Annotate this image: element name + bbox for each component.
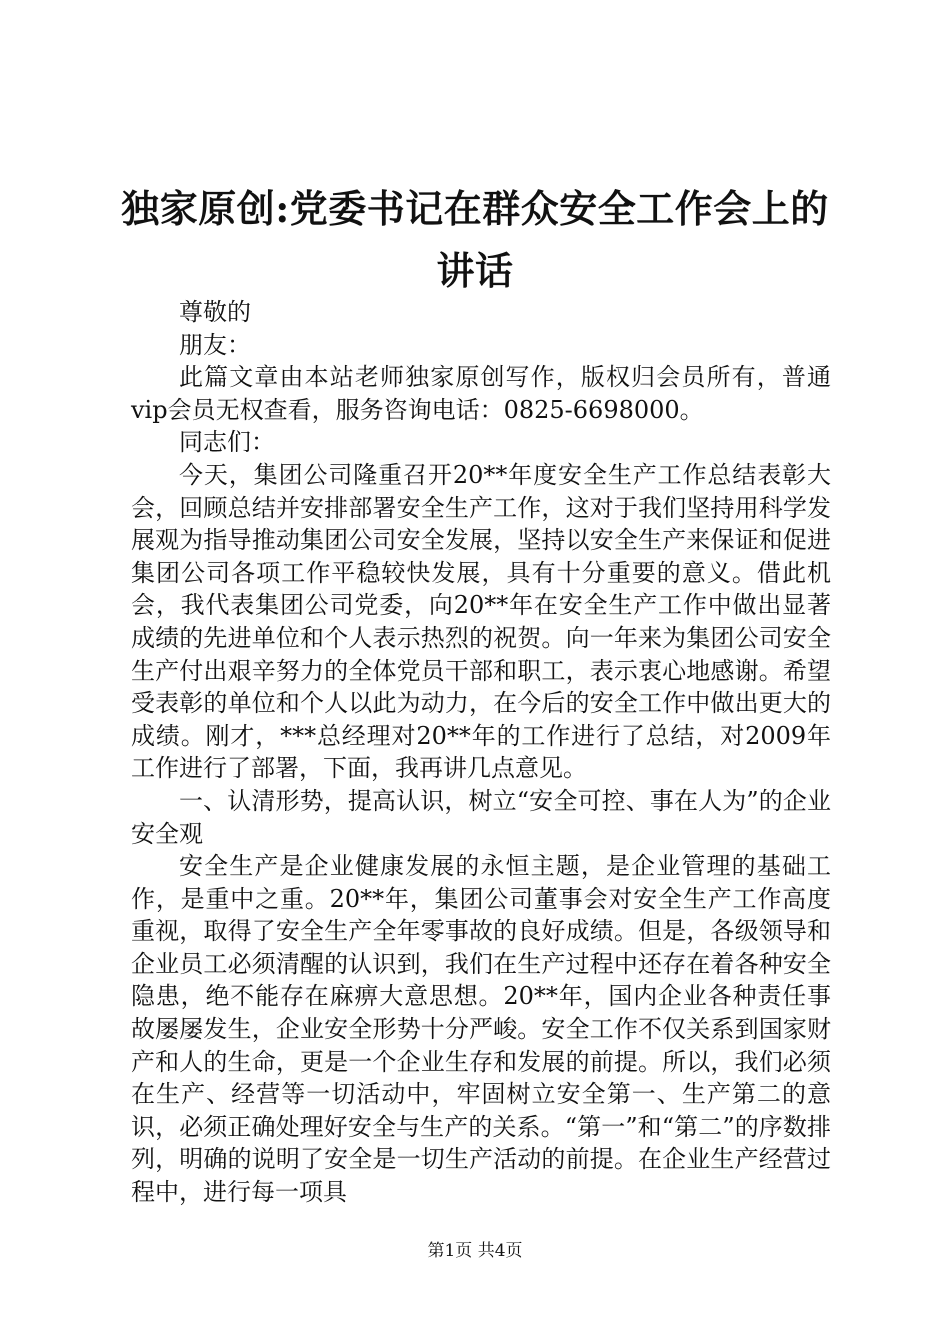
page-footer: 第1页 共4页 xyxy=(427,1241,523,1261)
document-title: 独家原创:党委书记在群众安全工作会上的讲话 xyxy=(121,186,829,293)
copyright-notice: 此篇文章由本站老师独家原创写作，版权归会员所有，普通vip会员无权查看，服务咨询电话：0825-6698000。 xyxy=(131,363,831,424)
salutation-line-2: 朋友： xyxy=(179,330,251,359)
document-body xyxy=(131,296,831,1209)
section-heading: 一、认清形势，提高认识，树立“安全可控、事在人为”的企业安全观 xyxy=(131,786,831,848)
body-paragraph: 安全生产是企业健康发展的永恒主题，是企业管理的基础工作，是重中之重。20**年，集团公司董事会对安全生产工作高度重视，取得了安全生产全年零事故的良好成绩。但是，各级领导和企业员工必须清醒的认识到，我们在生产过程中还存在着各种安全隐患，绝不能存在麻痹大意思想。20**年，国内企业各种责任事故屡屡发生，企业安全形势十分严峻。安全工作不仅关系到国家财产和人的生命，更是一个企业生存和发展的前提。所以，我们必须在生产、经营等一切活动中，牢固树立安全第一、生产第二的意识，必须正确处理好安全与生产的关系。“第一”和“第二”的序数排列，明确的说明了安全是一切生产活动的前提。在企业生产经营过程中，进行每一项具 xyxy=(131,852,831,1207)
greeting: 同志们： xyxy=(179,428,275,457)
salutation-line-1: 尊敬的 xyxy=(179,298,251,326)
body-paragraph: 今天，集团公司隆重召开20**年度安全生产工作总结表彰大会，回顾总结并安排部署安全生产工作，这对于我们坚持用科学发展观为指导推动集团公司安全发展，坚持以安全生产来保证和促进集团公司各项工作平稳较快发展，具有十分重要的意义。借此机会，我代表集团公司党委，向20**年在安全生产工作中做出显著成绩的先进单位和个人表示热烈的祝贺。向一年来为集团公司安全生产付出艰辛努力的全体党员干部和职工，表示衷心地感谢。希望受表彰的单位和个人以此为动力，在今后的安全工作中做出更大的成绩。刚才，***总经理对20**年的工作进行了总结，对2009年工作进行了部署，下面，我再讲几点意见。 xyxy=(131,460,831,783)
